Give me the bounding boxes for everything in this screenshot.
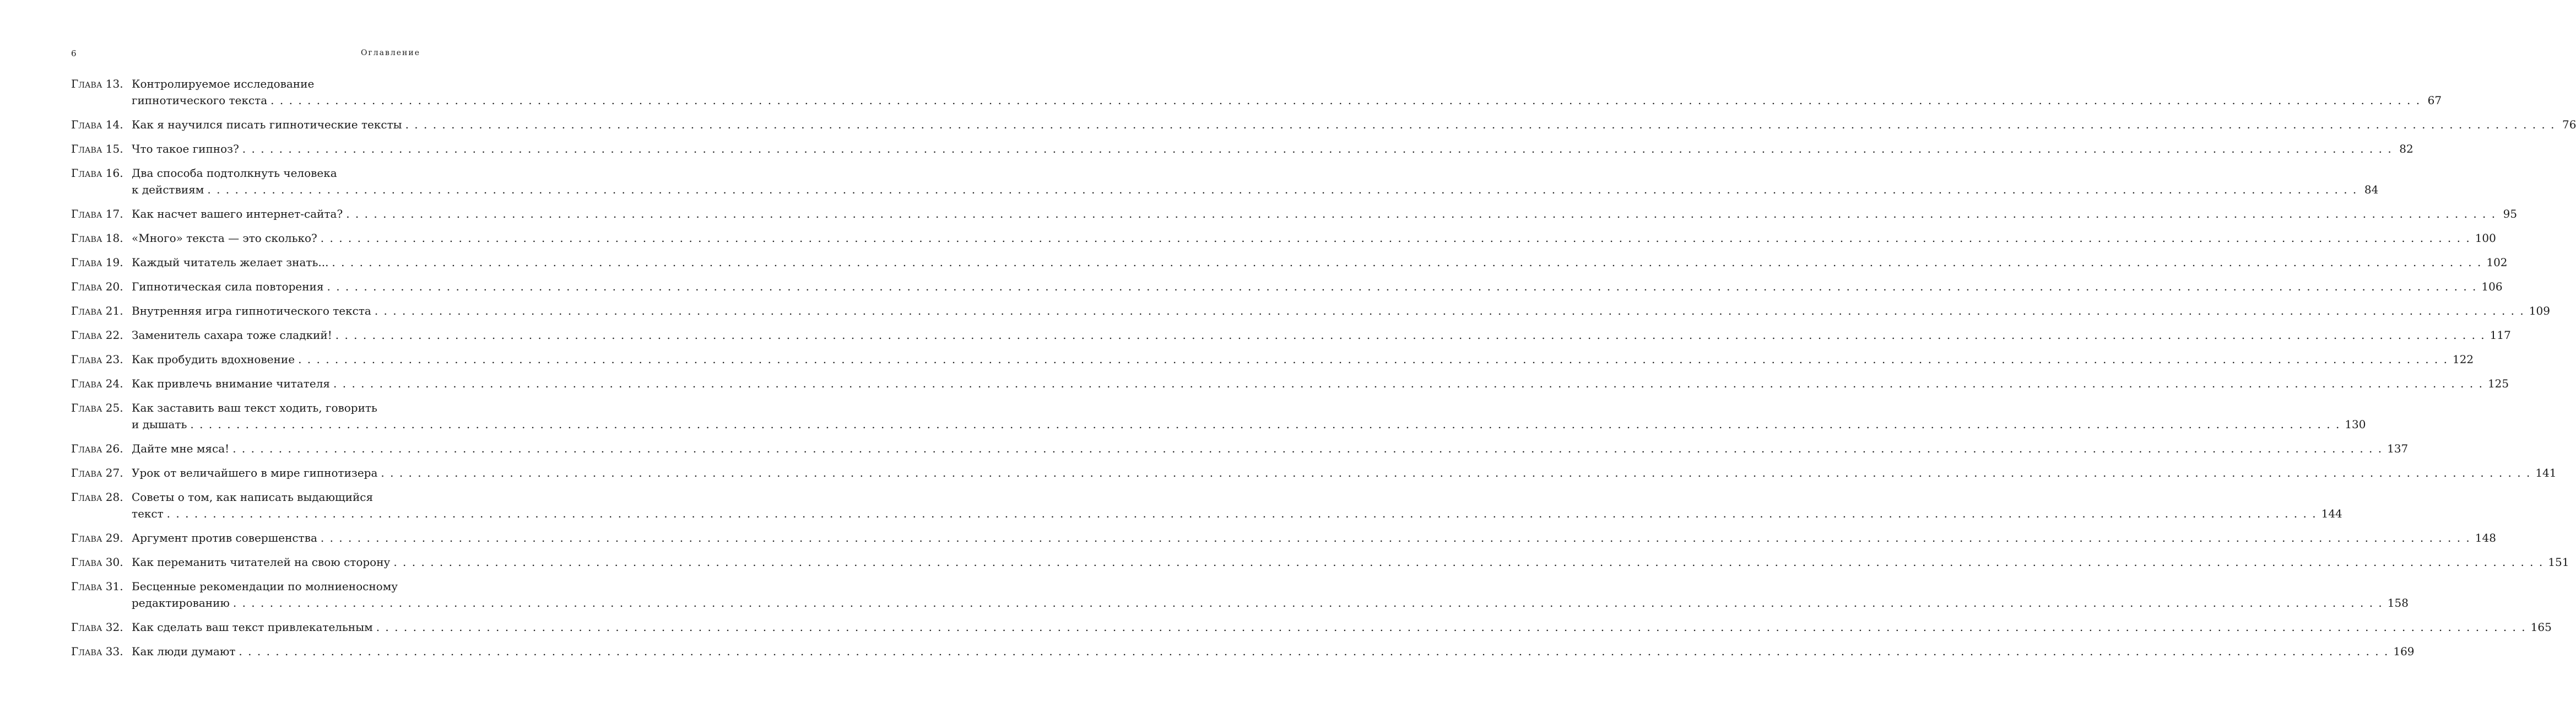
- chapter-label: Глава 32.: [71, 621, 123, 634]
- chapter-title-block: [132, 400, 2366, 433]
- chapter-title-last-line: [132, 303, 2550, 319]
- dot-leader: [242, 141, 2393, 157]
- chapter-label: Глава 33.: [71, 645, 123, 658]
- chapter-title-block: [132, 530, 2496, 546]
- chapter-label: Глава 17.: [71, 207, 123, 220]
- page-reference: 102: [2486, 256, 2508, 269]
- chapter-title-line: Бесценные рекомендации по молниеносному: [132, 580, 398, 593]
- chapter-title-line: Каждый читатель желает знать...: [132, 256, 329, 269]
- dot-leader: [207, 181, 2357, 198]
- dot-leader: [332, 254, 2482, 271]
- chapter-title-block: [132, 375, 2509, 392]
- page-reference: 144: [2321, 507, 2342, 520]
- chapter-label: Глава 29.: [71, 531, 123, 544]
- chapter-title-last-line: [132, 254, 2508, 271]
- chapter-title-last-line: [132, 375, 2509, 392]
- toc-entry[interactable]: [71, 465, 2557, 481]
- chapter-title-last-line: [132, 465, 2557, 481]
- dot-leader: [233, 595, 2383, 611]
- dot-leader: [167, 505, 2317, 522]
- chapter-label: Глава 16.: [71, 166, 123, 180]
- page-reference: 122: [2452, 353, 2474, 366]
- chapter-title-last-line: [132, 619, 2552, 635]
- page-number: 6: [71, 48, 77, 58]
- chapter-title-line: Контролируемое исследование: [132, 77, 315, 90]
- chapter-title-last-line: [132, 206, 2517, 222]
- chapter-title-block: [132, 303, 2550, 319]
- chapter-title-block: [132, 327, 2511, 343]
- chapter-label: Глава 27.: [71, 466, 123, 479]
- page-reference: 82: [2399, 142, 2413, 155]
- chapter-title-block: [132, 351, 2474, 368]
- chapter-title-line: Аргумент против совершенства: [132, 531, 317, 544]
- dot-leader: [232, 440, 2383, 457]
- toc-entry[interactable]: [71, 230, 2496, 246]
- chapter-label: Глава 24.: [71, 377, 123, 390]
- chapter-title-line: Как сделать ваш текст привлекательным: [132, 621, 373, 634]
- chapter-title-block: [132, 206, 2517, 222]
- chapter-title-block: [132, 619, 2552, 635]
- dot-leader: [393, 554, 2543, 570]
- chapter-label: Глава 19.: [71, 256, 123, 269]
- dot-leader: [270, 92, 2421, 109]
- chapter-title-line: Как пробудить вдохновение: [132, 353, 295, 366]
- dot-leader: [321, 230, 2471, 246]
- page-reference: 109: [2529, 304, 2550, 317]
- chapter-title-last-line: [132, 530, 2496, 546]
- chapter-title-block: [132, 554, 2569, 570]
- chapter-label: Глава 21.: [71, 304, 123, 317]
- toc-entry[interactable]: [71, 116, 2576, 133]
- chapter-label: Глава 23.: [71, 353, 123, 366]
- chapter-title-line: текст: [132, 507, 164, 520]
- chapter-title-line: Заменитель сахара тоже сладкий!: [132, 328, 332, 342]
- toc-entry[interactable]: [71, 489, 2342, 522]
- dot-leader: [346, 206, 2496, 222]
- chapter-title-line: гипнотического текста: [132, 94, 268, 107]
- chapter-title-block: [132, 75, 2442, 109]
- chapter-label: Глава 13.: [71, 77, 123, 90]
- toc-entry[interactable]: [71, 530, 2496, 546]
- dot-leader: [333, 375, 2483, 392]
- chapter-label: Глава 20.: [71, 280, 123, 293]
- chapter-title-block: [132, 230, 2496, 246]
- page-reference: 141: [2535, 466, 2557, 479]
- chapter-label: Глава 26.: [71, 442, 123, 455]
- chapter-title-last-line: [132, 116, 2576, 133]
- page-reference: 137: [2387, 442, 2409, 455]
- chapter-title-last-line: [132, 181, 2378, 198]
- chapter-title-last-line: [132, 351, 2474, 368]
- dot-leader: [298, 351, 2448, 368]
- chapter-title-line: «Много» текста — это сколько?: [132, 231, 317, 245]
- chapter-title-block: [132, 254, 2508, 271]
- chapter-label: Глава 28.: [71, 490, 123, 504]
- dot-leader: [321, 530, 2471, 546]
- toc-entry[interactable]: [71, 554, 2569, 570]
- dot-leader: [375, 303, 2525, 319]
- chapter-title-last-line: [132, 416, 2366, 433]
- toc-entry[interactable]: [71, 303, 2550, 319]
- chapter-label: Глава 18.: [71, 231, 123, 245]
- chapter-title-last-line: [132, 141, 2413, 157]
- chapter-title-block: [132, 578, 2409, 611]
- chapter-label: Глава 15.: [71, 142, 123, 155]
- chapter-title-line: и дышать: [132, 418, 187, 431]
- table-of-contents: [71, 75, 2576, 667]
- toc-entry[interactable]: [71, 75, 2442, 109]
- chapter-title-line: Дайте мне мяса!: [132, 442, 230, 455]
- page-reference: 100: [2475, 231, 2496, 245]
- chapter-label: Глава 25.: [71, 401, 123, 414]
- chapter-title-block: [132, 489, 2342, 522]
- chapter-title-line: Что такое гипноз?: [132, 142, 239, 155]
- page-reference: 67: [2427, 94, 2442, 107]
- page-reference: 76: [2562, 118, 2576, 131]
- chapter-title-last-line: [132, 327, 2511, 343]
- toc-entry[interactable]: [71, 400, 2366, 433]
- page-reference: 165: [2530, 621, 2552, 634]
- dot-leader: [405, 116, 2556, 133]
- toc-entry[interactable]: [71, 643, 2415, 660]
- chapter-title-last-line: [132, 92, 2442, 109]
- page-reference: 169: [2393, 645, 2415, 658]
- dot-leader: [190, 416, 2340, 433]
- toc-entry[interactable]: [71, 278, 2503, 295]
- chapter-title-line: редактированию: [132, 596, 230, 609]
- chapter-title-last-line: [132, 554, 2569, 570]
- chapter-title-line: Гипнотическая сила повторения: [132, 280, 324, 293]
- chapter-title-line: Как привлечь внимание читателя: [132, 377, 331, 390]
- toc-entry[interactable]: [71, 254, 2508, 271]
- chapter-title-line: к действиям: [132, 183, 204, 196]
- toc-entry[interactable]: [71, 141, 2413, 157]
- page-reference: 125: [2487, 377, 2509, 390]
- toc-entry[interactable]: [71, 327, 2511, 343]
- chapter-title-last-line: [132, 440, 2408, 457]
- chapter-title-last-line: [132, 505, 2342, 522]
- chapter-title-last-line: [132, 230, 2496, 246]
- chapter-label: Глава 31.: [71, 580, 123, 593]
- chapter-title-block: [132, 465, 2557, 481]
- page-reference: 84: [2364, 183, 2379, 196]
- chapter-title-line: Как люди думают: [132, 645, 236, 658]
- toc-entry[interactable]: [71, 165, 2379, 198]
- chapter-title-block: [132, 278, 2503, 295]
- chapter-label: Глава 22.: [71, 328, 123, 342]
- toc-entry[interactable]: [71, 619, 2552, 635]
- chapter-title-last-line: [132, 643, 2415, 660]
- chapter-title-line: Как заставить ваш текст ходить, говорить: [132, 401, 377, 414]
- page-reference: 158: [2387, 596, 2409, 609]
- chapter-title-block: [132, 116, 2576, 133]
- chapter-title-block: [132, 141, 2413, 157]
- dot-leader: [376, 619, 2526, 635]
- toc-entry[interactable]: [71, 351, 2474, 368]
- dot-leader: [335, 327, 2486, 343]
- chapter-title-block: [132, 165, 2378, 198]
- page-reference: 95: [2503, 207, 2518, 220]
- chapter-title-last-line: [132, 278, 2503, 295]
- chapter-title-line: Советы о том, как написать выдающийся: [132, 490, 374, 504]
- dot-leader: [239, 643, 2389, 660]
- toc-entry[interactable]: [71, 578, 2409, 611]
- page-reference: 148: [2475, 531, 2496, 544]
- chapter-title-line: Внутренняя игра гипнотического текста: [132, 304, 371, 317]
- page-reference: 106: [2481, 280, 2503, 293]
- chapter-title-line: Как я научился писать гипнотические тексты: [132, 118, 402, 131]
- chapter-title-block: [132, 643, 2415, 660]
- chapter-label: Глава 30.: [71, 555, 123, 569]
- page-reference: 117: [2490, 328, 2511, 342]
- toc-entry[interactable]: [71, 206, 2518, 222]
- chapter-title-last-line: [132, 595, 2409, 611]
- toc-entry[interactable]: [71, 375, 2509, 392]
- dot-leader: [381, 465, 2531, 481]
- toc-entry[interactable]: [71, 440, 2409, 457]
- chapter-title-line: Два способа подтолкнуть человека: [132, 166, 337, 180]
- chapter-label: Глава 14.: [71, 118, 123, 131]
- chapter-title-line: Как насчет вашего интернет-сайта?: [132, 207, 343, 220]
- page-reference: 151: [2548, 555, 2569, 569]
- chapter-title-line: Урок от величайшего в мире гипнотизера: [132, 466, 378, 479]
- chapter-title-block: [132, 440, 2408, 457]
- dot-leader: [327, 278, 2477, 295]
- page-header: [71, 48, 420, 61]
- page-reference: 130: [2345, 418, 2366, 431]
- chapter-title-line: Как переманить читателей на свою сторону: [132, 555, 391, 569]
- running-title: Оглавление: [360, 48, 420, 57]
